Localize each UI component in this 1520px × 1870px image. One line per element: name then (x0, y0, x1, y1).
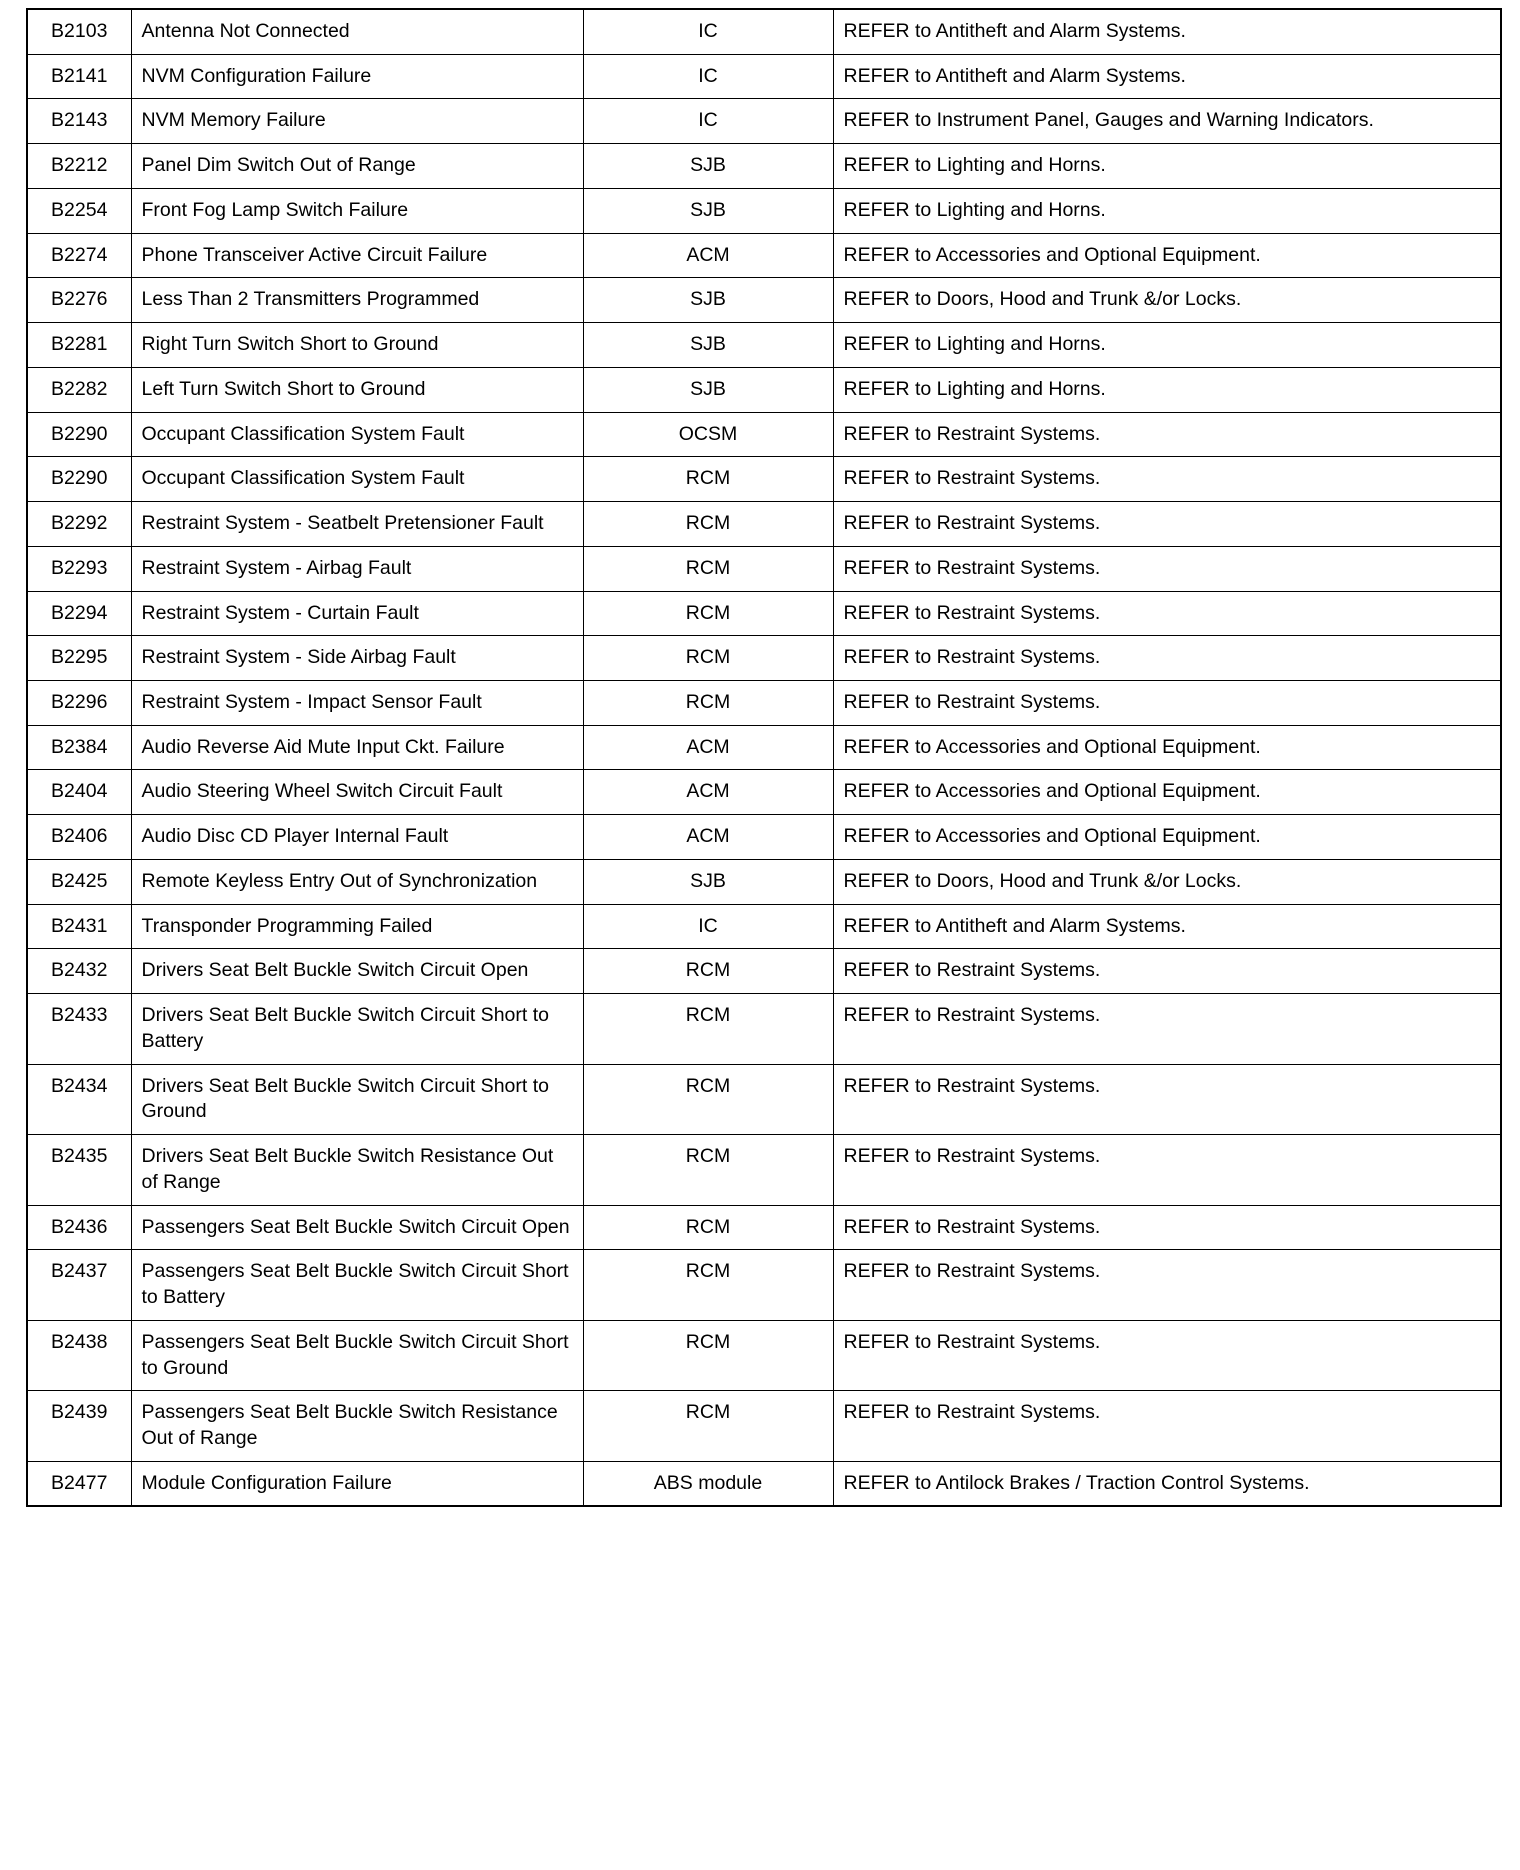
dtc-code-cell: B2404 (27, 770, 131, 815)
dtc-module-cell: RCM (583, 949, 833, 994)
dtc-code-cell: B2292 (27, 502, 131, 547)
dtc-action-cell: REFER to Restraint Systems. (833, 1320, 1501, 1390)
dtc-action-cell: REFER to Antitheft and Alarm Systems. (833, 54, 1501, 99)
dtc-code-cell: B2254 (27, 188, 131, 233)
table-row (27, 994, 1501, 1064)
table-row (27, 278, 1501, 323)
dtc-code-cell: B2295 (27, 636, 131, 681)
dtc-module-cell: IC (583, 99, 833, 144)
dtc-action-cell: REFER to Antitheft and Alarm Systems. (833, 9, 1501, 54)
dtc-module-cell: ABS module (583, 1461, 833, 1506)
dtc-code-cell: B2143 (27, 99, 131, 144)
dtc-module-cell: SJB (583, 323, 833, 368)
dtc-action-cell: REFER to Restraint Systems. (833, 1205, 1501, 1250)
dtc-code-cell: B2294 (27, 591, 131, 636)
dtc-code-cell: B2433 (27, 994, 131, 1064)
dtc-description-cell: Drivers Seat Belt Buckle Switch Resistance Out of Range (131, 1135, 583, 1205)
table-row (27, 859, 1501, 904)
table-row (27, 681, 1501, 726)
dtc-module-cell: RCM (583, 1205, 833, 1250)
dtc-action-cell: REFER to Accessories and Optional Equipment. (833, 725, 1501, 770)
table-row (27, 1391, 1501, 1461)
dtc-action-cell: REFER to Restraint Systems. (833, 502, 1501, 547)
dtc-description-cell: Restraint System - Seatbelt Pretensioner Fault (131, 502, 583, 547)
dtc-code-cell: B2477 (27, 1461, 131, 1506)
table-row (27, 591, 1501, 636)
table-row (27, 412, 1501, 457)
dtc-description-cell: Remote Keyless Entry Out of Synchronization (131, 859, 583, 904)
dtc-code-cell: B2296 (27, 681, 131, 726)
dtc-code-cell: B2435 (27, 1135, 131, 1205)
dtc-code-cell: B2432 (27, 949, 131, 994)
dtc-code-cell: B2425 (27, 859, 131, 904)
dtc-module-cell: RCM (583, 1064, 833, 1134)
dtc-description-cell: Audio Disc CD Player Internal Fault (131, 815, 583, 860)
dtc-description-cell: Less Than 2 Transmitters Programmed (131, 278, 583, 323)
dtc-action-cell: REFER to Doors, Hood and Trunk &/or Locks. (833, 859, 1501, 904)
dtc-action-cell: REFER to Restraint Systems. (833, 681, 1501, 726)
table-row (27, 99, 1501, 144)
dtc-description-cell: Restraint System - Impact Sensor Fault (131, 681, 583, 726)
dtc-module-cell: RCM (583, 546, 833, 591)
dtc-description-cell: Phone Transceiver Active Circuit Failure (131, 233, 583, 278)
table-row (27, 770, 1501, 815)
dtc-code-cell: B2406 (27, 815, 131, 860)
dtc-module-cell: ACM (583, 815, 833, 860)
dtc-action-cell: REFER to Lighting and Horns. (833, 144, 1501, 189)
dtc-module-cell: SJB (583, 188, 833, 233)
dtc-module-cell: IC (583, 54, 833, 99)
dtc-description-cell: Passengers Seat Belt Buckle Switch Resistance Out of Range (131, 1391, 583, 1461)
dtc-description-cell: Restraint System - Curtain Fault (131, 591, 583, 636)
dtc-description-cell: Passengers Seat Belt Buckle Switch Circuit Short to Ground (131, 1320, 583, 1390)
dtc-code-cell: B2103 (27, 9, 131, 54)
dtc-module-cell: SJB (583, 144, 833, 189)
dtc-action-cell: REFER to Accessories and Optional Equipment. (833, 233, 1501, 278)
dtc-action-cell: REFER to Restraint Systems. (833, 1064, 1501, 1134)
dtc-action-cell: REFER to Restraint Systems. (833, 1391, 1501, 1461)
dtc-code-cell: B2290 (27, 412, 131, 457)
dtc-action-cell: REFER to Accessories and Optional Equipment. (833, 770, 1501, 815)
dtc-action-cell: REFER to Lighting and Horns. (833, 367, 1501, 412)
dtc-code-cell: B2438 (27, 1320, 131, 1390)
dtc-description-cell: Passengers Seat Belt Buckle Switch Circuit Short to Battery (131, 1250, 583, 1320)
dtc-code-cell: B2293 (27, 546, 131, 591)
table-row (27, 725, 1501, 770)
table-row (27, 457, 1501, 502)
dtc-code-cell: B2141 (27, 54, 131, 99)
dtc-action-cell: REFER to Restraint Systems. (833, 546, 1501, 591)
dtc-code-cell: B2436 (27, 1205, 131, 1250)
table-row (27, 367, 1501, 412)
dtc-description-cell: Left Turn Switch Short to Ground (131, 367, 583, 412)
dtc-description-cell: Drivers Seat Belt Buckle Switch Circuit Short to Ground (131, 1064, 583, 1134)
dtc-code-cell: B2282 (27, 367, 131, 412)
dtc-description-cell: NVM Memory Failure (131, 99, 583, 144)
dtc-description-cell: Transponder Programming Failed (131, 904, 583, 949)
table-row (27, 815, 1501, 860)
dtc-action-cell: REFER to Antilock Brakes / Traction Control Systems. (833, 1461, 1501, 1506)
dtc-module-cell: RCM (583, 1250, 833, 1320)
dtc-action-cell: REFER to Restraint Systems. (833, 1250, 1501, 1320)
table-row (27, 949, 1501, 994)
table-body (27, 9, 1501, 1506)
dtc-module-cell: RCM (583, 502, 833, 547)
table-row (27, 502, 1501, 547)
dtc-module-cell: IC (583, 904, 833, 949)
table-row (27, 1250, 1501, 1320)
dtc-code-cell: B2281 (27, 323, 131, 368)
dtc-module-cell: ACM (583, 233, 833, 278)
table-row (27, 1135, 1501, 1205)
dtc-action-cell: REFER to Lighting and Horns. (833, 323, 1501, 368)
dtc-description-cell: Right Turn Switch Short to Ground (131, 323, 583, 368)
dtc-module-cell: RCM (583, 1391, 833, 1461)
table-row (27, 9, 1501, 54)
dtc-action-cell: REFER to Restraint Systems. (833, 412, 1501, 457)
table-row (27, 188, 1501, 233)
dtc-module-cell: SJB (583, 859, 833, 904)
dtc-action-cell: REFER to Restraint Systems. (833, 457, 1501, 502)
dtc-description-cell: Restraint System - Airbag Fault (131, 546, 583, 591)
table-row (27, 1461, 1501, 1506)
dtc-code-cell: B2439 (27, 1391, 131, 1461)
dtc-code-cell: B2290 (27, 457, 131, 502)
dtc-action-cell: REFER to Accessories and Optional Equipment. (833, 815, 1501, 860)
dtc-module-cell: ACM (583, 725, 833, 770)
dtc-code-cell: B2274 (27, 233, 131, 278)
dtc-action-cell: REFER to Instrument Panel, Gauges and Warning Indicators. (833, 99, 1501, 144)
dtc-action-cell: REFER to Antitheft and Alarm Systems. (833, 904, 1501, 949)
dtc-module-cell: RCM (583, 681, 833, 726)
dtc-action-cell: REFER to Restraint Systems. (833, 994, 1501, 1064)
dtc-module-cell: ACM (583, 770, 833, 815)
dtc-module-cell: SJB (583, 278, 833, 323)
table-row (27, 1205, 1501, 1250)
dtc-module-cell: RCM (583, 457, 833, 502)
dtc-description-cell: Drivers Seat Belt Buckle Switch Circuit Open (131, 949, 583, 994)
dtc-reference-table (26, 8, 1502, 1507)
dtc-action-cell: REFER to Restraint Systems. (833, 636, 1501, 681)
dtc-action-cell: REFER to Doors, Hood and Trunk &/or Locks. (833, 278, 1501, 323)
dtc-description-cell: Front Fog Lamp Switch Failure (131, 188, 583, 233)
dtc-description-cell: Occupant Classification System Fault (131, 412, 583, 457)
dtc-module-cell: RCM (583, 994, 833, 1064)
table-row (27, 233, 1501, 278)
dtc-description-cell: Restraint System - Side Airbag Fault (131, 636, 583, 681)
dtc-module-cell: RCM (583, 591, 833, 636)
table-row (27, 144, 1501, 189)
dtc-code-cell: B2437 (27, 1250, 131, 1320)
dtc-module-cell: RCM (583, 1320, 833, 1390)
table-row (27, 904, 1501, 949)
dtc-module-cell: OCSM (583, 412, 833, 457)
dtc-module-cell: RCM (583, 1135, 833, 1205)
dtc-description-cell: Occupant Classification System Fault (131, 457, 583, 502)
table-row (27, 1064, 1501, 1134)
table-row (27, 636, 1501, 681)
dtc-description-cell: Passengers Seat Belt Buckle Switch Circuit Open (131, 1205, 583, 1250)
dtc-module-cell: RCM (583, 636, 833, 681)
dtc-description-cell: Module Configuration Failure (131, 1461, 583, 1506)
dtc-module-cell: SJB (583, 367, 833, 412)
table-row (27, 546, 1501, 591)
dtc-action-cell: REFER to Lighting and Horns. (833, 188, 1501, 233)
dtc-module-cell: IC (583, 9, 833, 54)
dtc-code-cell: B2431 (27, 904, 131, 949)
dtc-action-cell: REFER to Restraint Systems. (833, 591, 1501, 636)
table-row (27, 1320, 1501, 1390)
table-row (27, 323, 1501, 368)
dtc-code-cell: B2434 (27, 1064, 131, 1134)
dtc-description-cell: Audio Steering Wheel Switch Circuit Fault (131, 770, 583, 815)
dtc-description-cell: Audio Reverse Aid Mute Input Ckt. Failure (131, 725, 583, 770)
dtc-description-cell: Antenna Not Connected (131, 9, 583, 54)
dtc-action-cell: REFER to Restraint Systems. (833, 1135, 1501, 1205)
dtc-code-cell: B2212 (27, 144, 131, 189)
dtc-description-cell: Drivers Seat Belt Buckle Switch Circuit Short to Battery (131, 994, 583, 1064)
dtc-description-cell: Panel Dim Switch Out of Range (131, 144, 583, 189)
dtc-action-cell: REFER to Restraint Systems. (833, 949, 1501, 994)
dtc-code-cell: B2276 (27, 278, 131, 323)
table-row (27, 54, 1501, 99)
dtc-description-cell: NVM Configuration Failure (131, 54, 583, 99)
dtc-code-cell: B2384 (27, 725, 131, 770)
